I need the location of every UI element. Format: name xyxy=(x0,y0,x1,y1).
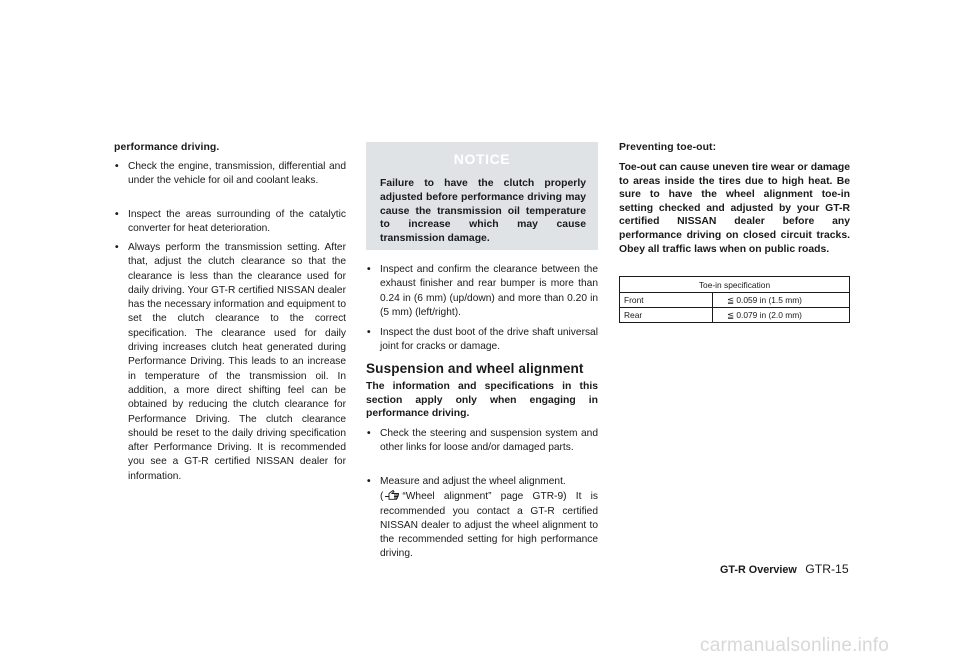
list-item-text: Inspect and confirm the clearance between the exhaust finisher and rear bumper is more than 0.24 in (6 mm) (up/down) and more than 0.20 in (5 mm) (left/right). xyxy=(380,264,598,318)
list-item xyxy=(114,241,346,484)
watermark: carmanualsonline.info xyxy=(700,635,890,656)
footer-section-name: GT-R Overview xyxy=(720,564,797,576)
table-row xyxy=(620,308,850,323)
list-item xyxy=(366,475,598,562)
page-footer xyxy=(720,560,849,578)
subheading: Preventing toe-out: xyxy=(619,142,717,153)
section-heading: Suspension and wheel alignment xyxy=(366,361,584,376)
bullet-icon: • xyxy=(115,242,119,253)
reference-hand-icon xyxy=(384,489,400,500)
bullet-icon: • xyxy=(367,428,371,439)
list-item-text: Always perform the transmission setting. After that, adjust the clutch clearance so that the clearance is less than the clearance used for daily driving. Your GT-R certified NISSAN dealer has the necessary information and equipment to set the clutch clearance to the correct specification. The clearance used for daily driving increases clutch heat generated during Performance Driving. This leads to an increase in temperature of the transmission oil. In addition, a more direct shifting feel can be obtained by reducing the clutch clearance for Performance Driving. The clutch clearance should be reset to the daily driving specification after Performance Driving. It is recommended you see a GT-R certified NISSAN dealer for information. xyxy=(128,242,346,482)
continuation-heading: performance driving. xyxy=(114,142,220,153)
table-cell-label: Front xyxy=(620,293,713,308)
list-item-text: Check the engine, transmission, differential and under the vehicle for oil and coolant leaks. xyxy=(128,161,346,187)
alignment-lead: Measure and adjust the wheel alignment. xyxy=(380,476,566,487)
table-cell-value: ≦ 0.059 in (1.5 mm) xyxy=(713,293,850,308)
list-item xyxy=(366,427,598,456)
table-header: Toe-in specification xyxy=(620,277,850,293)
list-item-text: Inspect the dust boot of the drive shaft universal joint for cracks or damage. xyxy=(380,327,598,353)
list-item-text: Inspect the areas surrounding of the catalytic converter for heat deterioration. xyxy=(128,209,346,235)
table-cell-label: Rear xyxy=(620,308,713,323)
list-item xyxy=(114,160,346,189)
list-item-text xyxy=(380,475,598,562)
reference-open: ( xyxy=(380,491,384,503)
bullet-icon: • xyxy=(367,264,371,275)
notice-body: Failure to have the clutch properly adjusted before performance driving may cause the transmission oil temperature to increase which may cause transmission damage. xyxy=(380,178,586,245)
table-row xyxy=(620,293,850,308)
bullet-icon: • xyxy=(367,327,371,338)
notice-box xyxy=(366,142,598,250)
notice-title: NOTICE xyxy=(453,151,511,167)
list-item xyxy=(366,263,598,320)
reference-link[interactable]: “Wheel alignment” page GTR-9) xyxy=(402,491,567,503)
list-item xyxy=(366,326,598,355)
table-cell-value: ≦ 0.079 in (2.0 mm) xyxy=(713,308,850,323)
alignment-rest: It is recommended you contact a GT-R certified NISSAN dealer to adjust the wheel alignment to the recommended setting for high performance driving. xyxy=(380,491,598,560)
section-intro: The information and specifications in this section apply only when engaging in performance driving. xyxy=(366,381,598,420)
list-item xyxy=(114,208,346,237)
page-number: GTR-15 xyxy=(805,562,849,576)
toe-in-table xyxy=(619,276,850,323)
bullet-icon: • xyxy=(115,209,119,220)
bullet-icon: • xyxy=(367,476,371,487)
list-item-text: Check the steering and suspension system and other links for loose and/or damaged parts. xyxy=(380,428,598,454)
bullet-icon: • xyxy=(115,161,119,172)
table-header-row xyxy=(620,277,850,293)
warning-text: Toe-out can cause uneven tire wear or damage to areas inside the tires due to high heat. Be sure to have the wheel alignment toe-in setting checked and adjusted by your GT-R certified NISSAN dealer before any performance driving on closed circuit tracks. Obey all traffic laws when on public roads. xyxy=(619,162,850,255)
